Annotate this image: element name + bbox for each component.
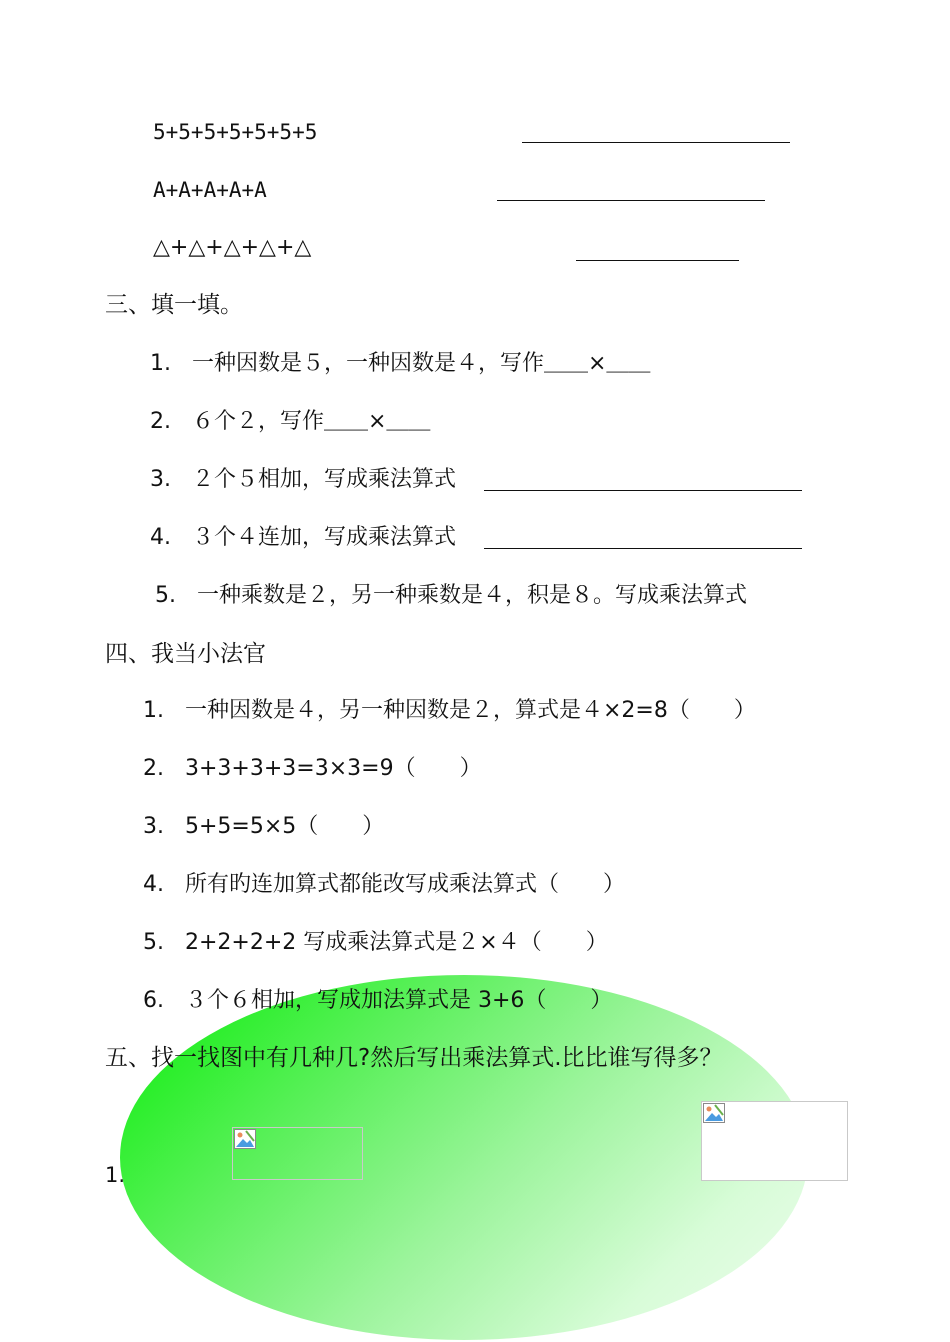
- item-text: 所有旳连加算式都能改写成乘法算式（ ）: [185, 872, 626, 897]
- answer-blank-3[interactable]: [576, 260, 739, 261]
- sec4-item-5: [143, 928, 608, 958]
- item-number: 2.: [150, 409, 171, 434]
- sec4-item-4: [143, 870, 625, 900]
- image-placeholder-1: [232, 1127, 363, 1180]
- expression-2: A+A+A+A+A: [153, 178, 267, 202]
- item-number: 5.: [155, 583, 176, 608]
- answer-blank-sec3-4[interactable]: [484, 548, 802, 549]
- item-text: ２个５相加，写成乘法算式: [192, 467, 457, 492]
- item-number: 4.: [150, 525, 171, 550]
- sec4-item-1: [143, 696, 756, 726]
- item-text: 一种因数是５，一种因数是４，写作＿＿×＿＿: [192, 351, 651, 376]
- answer-blank-2[interactable]: [497, 200, 765, 201]
- item-number: 3.: [150, 467, 171, 492]
- section-4-title: 四、我当小法官: [105, 641, 266, 667]
- expression-1: 5+5+5+5+5+5+5: [153, 120, 318, 144]
- item-number: 5.: [143, 930, 164, 955]
- sec3-item-3: [150, 465, 456, 495]
- sec3-item-2: [150, 407, 430, 437]
- sec3-item-5: [155, 581, 747, 611]
- item-text: ３个４连加，写成乘法算式: [192, 525, 457, 550]
- expression-3: △+△+△+△+△: [153, 235, 312, 260]
- sec3-item-1: [150, 349, 650, 379]
- answer-blank-sec3-3[interactable]: [484, 490, 802, 491]
- item-text: ３个６相加，写成加法算式是 3+6（ ）: [185, 988, 613, 1013]
- item-text: 一种因数是４，另一种因数是２，算式是４×2=8（ ）: [185, 698, 756, 723]
- item-text: 3+3+3+3=3×3=9（ ）: [185, 756, 482, 781]
- sec5-item-number: 1.: [105, 1163, 126, 1187]
- image-placeholder-2: [701, 1101, 848, 1181]
- broken-image-icon: [703, 1103, 725, 1123]
- item-number: 2.: [143, 756, 164, 781]
- item-number: 6.: [143, 988, 164, 1013]
- sec4-item-3: [143, 812, 384, 842]
- answer-blank-1[interactable]: [522, 142, 790, 143]
- item-text: 5+5=5×5（ ）: [185, 814, 385, 839]
- sec4-item-6: [143, 986, 612, 1016]
- item-text: 一种乘数是２，另一种乘数是４，积是８。写成乘法算式: [197, 583, 748, 608]
- sec4-item-2: [143, 754, 482, 784]
- item-number: 1.: [150, 351, 171, 376]
- item-number: 4.: [143, 872, 164, 897]
- item-text: ６个２，写作＿＿×＿＿: [192, 409, 431, 434]
- broken-image-icon: [234, 1129, 256, 1149]
- section-3-title: 三、填一填。: [105, 292, 243, 318]
- item-text: 2+2+2+2 写成乘法算式是２×４（ ）: [185, 930, 608, 955]
- item-number: 1.: [143, 698, 164, 723]
- item-number: 3.: [143, 814, 164, 839]
- sec3-item-4: [150, 523, 456, 553]
- section-5-title: 五、找一找图中有几种几?然后写出乘法算式.比比谁写得多？: [105, 1045, 723, 1071]
